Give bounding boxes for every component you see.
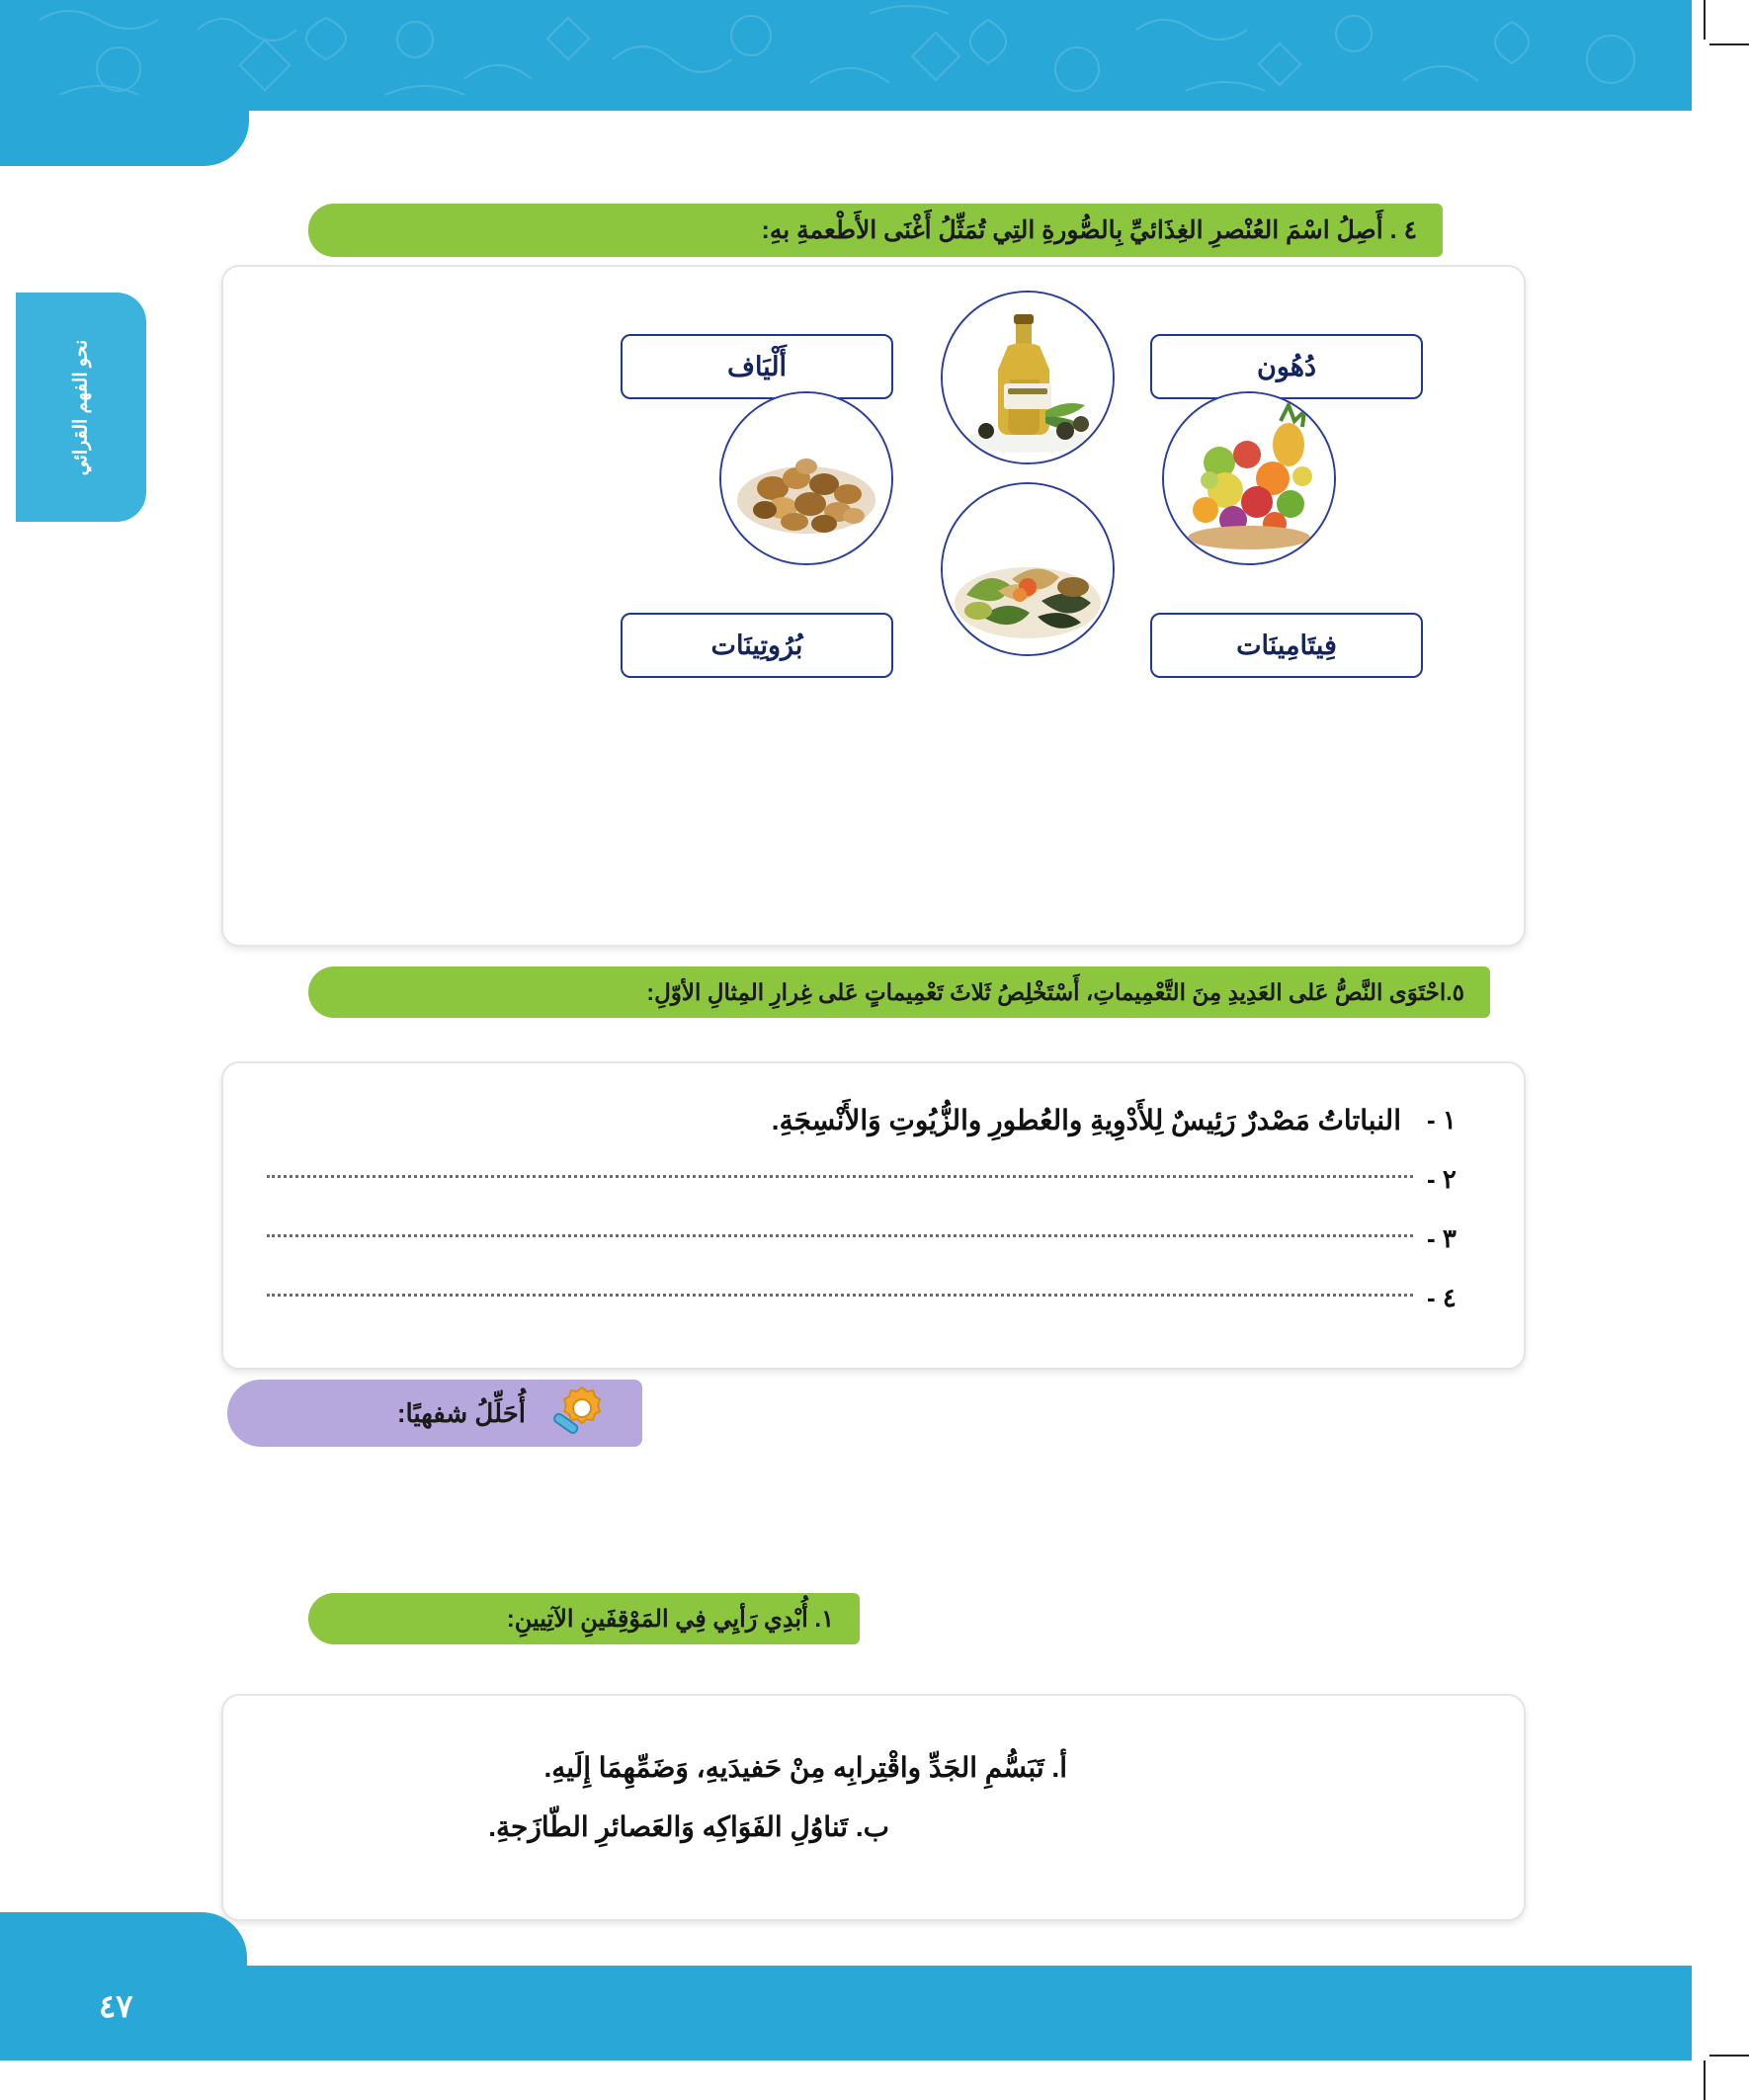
generalization-row-2[interactable]	[267, 1158, 1482, 1200]
question-6-header	[308, 1593, 860, 1644]
question-4-header-text: ٤ . أَصِلُ اسْمَ العُنْصرِ الغِذَائيِّ بِالصُّورةِ التِي تُمَثِّلُ أَغْنَى الأَطْعمةِ بهِ:	[761, 216, 1417, 244]
bottom-banner-notch	[0, 1912, 247, 1966]
fruit-basket-image	[1162, 391, 1336, 565]
section-side-tab-label: نحو الفهم القرائي	[70, 339, 92, 475]
nutrient-matching-diagram	[221, 265, 1526, 947]
generalization-blank-line-2[interactable]	[267, 1175, 1413, 1178]
generalization-number-3: ٣ -	[1427, 1222, 1457, 1253]
legumes-and-grains-image	[941, 482, 1115, 656]
term-box-vitamin[interactable]	[1150, 613, 1423, 678]
generalization-row-1	[267, 1099, 1482, 1140]
section-side-tab	[16, 293, 146, 522]
generalization-number-2: ٢ -	[1427, 1163, 1457, 1194]
term-box-fat[interactable]	[1150, 334, 1423, 399]
page-number: ٤٧	[99, 1988, 133, 2024]
olive-oil-illustration-icon	[943, 293, 1113, 462]
legumes-illustration-icon	[943, 484, 1113, 654]
generalization-number-4: ٤ -	[1427, 1282, 1457, 1312]
question-5-header	[308, 966, 1490, 1018]
banner-tail-shape	[0, 111, 249, 166]
fruit-basket-illustration-icon	[1164, 393, 1334, 563]
mixed-nuts-image	[719, 391, 893, 565]
bottom-margin-strip	[0, 2060, 1692, 2100]
generalization-number-1: ١ -	[1427, 1104, 1457, 1134]
question-5-header-text: ٥.احْتَوَى النَّصُّ عَلى العَدِيدِ مِنَ التَّعْمِيماتِ، أَسْتَخْلِصُ ثَلاثَ تَعْمِيماتٍ عَلى غِرارِ المِثالِ الأوّلِ:	[646, 978, 1464, 1005]
term-box-fiber[interactable]	[621, 334, 893, 399]
question-6-header-text: ١. أُبْدِي رَأيِي فِي المَوْقِفَينِ الآتِيينِ:	[506, 1605, 834, 1633]
oral-analysis-bar	[227, 1380, 642, 1447]
crop-mark	[1704, 0, 1706, 40]
crop-mark	[1709, 43, 1749, 45]
generalization-text-1: النباتاتُ مَصْدرٌ رَئِيسٌ لِلأَدْوِيةِ والعُطورِ والزُّيُوتِ وَالأَنْسِجَةِ.	[771, 1104, 1401, 1135]
generalization-blank-line-4[interactable]	[267, 1294, 1413, 1297]
opinion-item-a: أ. تَبَسُّمِ الجَدِّ واقْتِرابِه مِنْ حَفيدَيهِ، وَضَمِّهِمَا إِلَيهِ.	[543, 1752, 1067, 1783]
oral-analysis-label: أُحَلِّلُ شفهيًا:	[396, 1397, 526, 1428]
olive-oil-image	[941, 291, 1115, 464]
generalization-row-4[interactable]	[267, 1277, 1482, 1318]
question-6-panel	[221, 1694, 1526, 1921]
term-label-protein: بُرُوتِينَات	[710, 630, 803, 660]
generalization-blank-line-3[interactable]	[267, 1234, 1413, 1237]
term-box-protein[interactable]	[621, 613, 893, 678]
term-label-fiber: أَلْيَاف	[726, 351, 788, 381]
crop-mark	[1709, 2055, 1749, 2057]
generalization-row-3[interactable]	[267, 1218, 1482, 1259]
question-4-header	[308, 204, 1443, 257]
top-decorative-banner	[0, 0, 1692, 111]
banner-pattern-icon	[0, 0, 1692, 111]
crop-mark	[1704, 2060, 1706, 2100]
magnifier-gear-icon	[543, 1386, 615, 1441]
term-label-vitamin: فِيتَامِينَات	[1236, 630, 1337, 660]
bottom-banner	[0, 1966, 1692, 2060]
term-label-fat: دُهُون	[1256, 351, 1317, 381]
mixed-nuts-illustration-icon	[721, 393, 891, 563]
opinion-item-b: ب. تَناوُلِ الفَوَاكِه وَالعَصائرِ الطّازَجةِ.	[488, 1811, 889, 1842]
